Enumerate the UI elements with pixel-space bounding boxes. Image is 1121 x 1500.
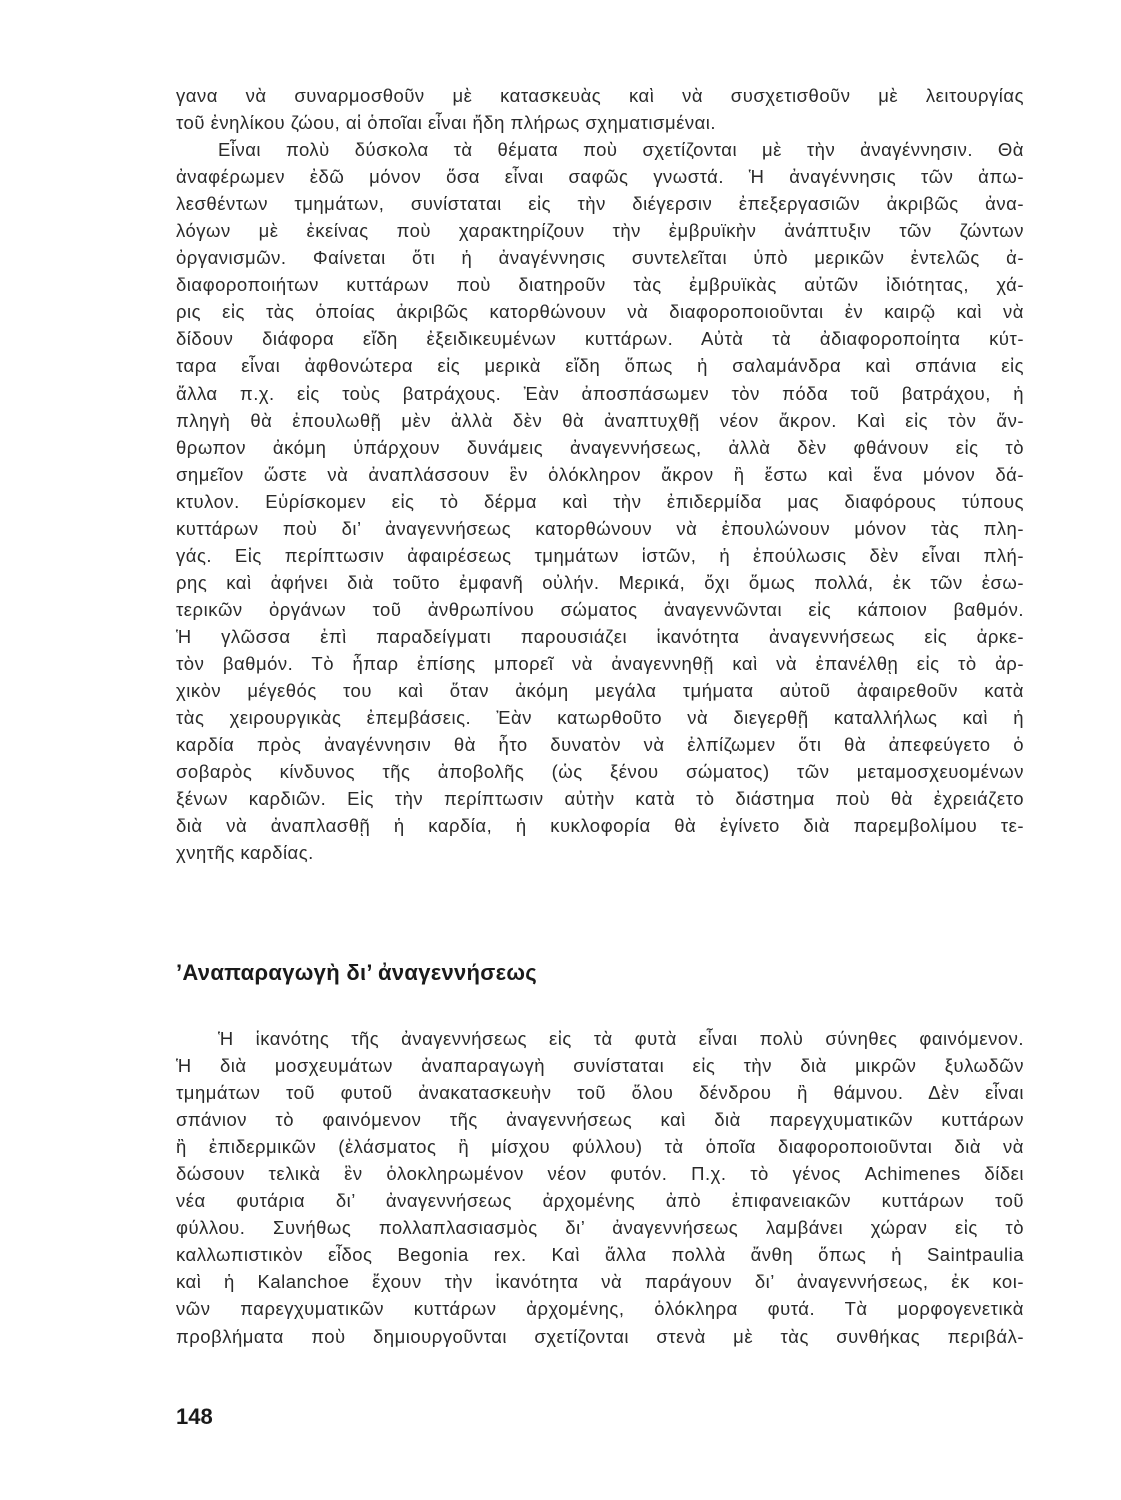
text-line: τοῦ ἐνηλίκου ζώου, αἱ ὁποῖαι εἶναι ἤδη πλήρως σχηματισμέναι.: [176, 112, 717, 134]
text-line: λόγων μὲ ἐκείνας ποὺ χαρακτηρίζουν τὴν ἐμβρυϊκὴν ἀνάπτυξιν τῶν ζώντων: [176, 220, 1024, 242]
text-line: καὶ ἡ Kalanchoe ἔχουν τὴν ἱκανότητα νὰ παράγουν δι’ ἀναγεννήσεως, ἐκ κοι-: [176, 1271, 1024, 1293]
text-line: Ἡ διὰ μοσχευμάτων ἀναπαραγωγὴ συνίσταται εἰς τὴν διὰ μικρῶν ξυλωδῶν: [176, 1055, 1024, 1077]
text-line: θρωπον ἀκόμη ὑπάρχουν δυνάμεις ἀναγεννήσεως, ἀλλὰ δὲν φθάνουν εἰς τὸ: [176, 436, 1024, 458]
text-line: προβλήματα ποὺ δημιουργοῦνται σχετίζονται στενὰ μὲ τὰς συνθήκας περιβάλ-: [176, 1325, 1024, 1347]
text-line: νέα φυτάρια δι’ ἀναγεννήσεως ἀρχομένης ἀπὸ ἐπιφανειακῶν κυττάρων τοῦ: [176, 1190, 1024, 1212]
text-line: κτυλον. Εὑρίσκομεν εἰς τὸ δέρμα καὶ τὴν ἐπιδερμίδα μας διαφόρους τύπους: [176, 490, 1024, 512]
text-line: χνητῆς καρδίας.: [176, 842, 314, 864]
text-line: καρδία πρὸς ἀναγέννησιν θὰ ἦτο δυνατὸν νὰ ἐλπίζωμεν ὅτι θὰ ἀπεφεύγετο ὁ: [176, 734, 1024, 756]
text-line: δίδουν διάφορα εἴδη ἐξειδικευμένων κυττάρων. Αὐτὰ τὰ ἀδιαφοροποίητα κύτ-: [176, 328, 1024, 350]
page-number: 148: [176, 1404, 213, 1429]
body-text-bottom: [176, 1025, 1024, 1350]
text-line: σπάνιον τὸ φαινόμενον τῆς ἀναγεννήσεως καὶ διὰ παρεγχυματικῶν κυττάρων: [176, 1109, 1024, 1131]
text-line: Ἡ ἱκανότης τῆς ἀναγεννήσεως εἰς τὰ φυτὰ εἶναι πολὺ σύνηθες φαινόμενον.: [218, 1028, 1024, 1049]
text-line: γανα νὰ συναρμοσθοῦν μὲ κατασκευὰς καὶ νὰ συσχετισθοῦν μὲ λειτουργίας: [176, 85, 1024, 106]
text-line: τὸν βαθμόν. Τὸ ἧπαρ ἐπίσης μπορεῖ νὰ ἀναγεννηθῇ καὶ νὰ ἐπανέλθῃ εἰς τὸ ἀρ-: [176, 652, 1024, 674]
text-line: νῶν παρεγχυματικῶν κυττάρων ἀρχομένης, ὁλόκληρα φυτά. Τὰ μορφογενετικὰ: [176, 1298, 1024, 1320]
text-line: ρης καὶ ἀφήνει διὰ τοῦτο ἐμφανῆ οὐλήν. Μερικά, ὄχι ὅμως πολλά, ἐκ τῶν ἐσω-: [176, 571, 1024, 593]
text-line: Ἡ γλῶσσα ἐπὶ παραδείγματι παρουσιάζει ἱκανότητα ἀναγεννήσεως εἰς ἀρκε-: [176, 625, 1024, 647]
text-line: χικὸν μέγεθός του καὶ ὅταν ἀκόμη μεγάλα τμήματα αὐτοῦ ἀφαιρεθοῦν κατὰ: [176, 680, 1024, 702]
text-line: γάς. Εἰς περίπτωσιν ἀφαιρέσεως τμημάτων ἱστῶν, ἡ ἐπούλωσις δὲν εἶναι πλή-: [176, 544, 1024, 566]
text-line: τὰς χειρουργικὰς ἐπεμβάσεις. Ἐὰν κατωρθοῦτο νὰ διεγερθῇ καταλλήλως καὶ ἡ: [176, 707, 1024, 729]
text-line: ξένων καρδιῶν. Εἰς τὴν περίπτωσιν αὐτὴν κατὰ τὸ διάστημα ποὺ θὰ ἐχρειάζετο: [176, 788, 1024, 810]
text-line: πληγὴ θὰ ἐπουλωθῇ μὲν ἀλλὰ δὲν θὰ ἀναπτυχθῇ νέον ἄκρον. Καὶ εἰς τὸν ἄν-: [176, 409, 1024, 431]
text-line: διαφοροποιήτων κυττάρων ποὺ διατηροῦν τὰς ἐμβρυϊκὰς αὐτῶν ἰδιότητας, χά-: [176, 274, 1024, 296]
text-line: τερικῶν ὀργάνων τοῦ ἀνθρωπίνου σώματος ἀναγεννῶνται εἰς κάποιον βαθμόν.: [176, 598, 1024, 620]
text-line: φύλλου. Συνήθως πολλαπλασιασμὸς δι’ ἀναγεννήσεως λαμβάνει χώραν εἰς τὸ: [176, 1217, 1024, 1239]
text-line: ἀναφέρωμεν ἐδῶ μόνον ὅσα εἶναι σαφῶς γνωστά. Ἡ ἀναγέννησις τῶν ἀπω-: [176, 166, 1024, 188]
text-line: ρις εἰς τὰς ὁποίας ἀκριβῶς κατορθώνουν νὰ διαφοροποιοῦνται ἐν καιρῷ καὶ νὰ: [176, 301, 1024, 323]
text-line: σημεῖον ὥστε νὰ ἀναπλάσσουν ἓν ὁλόκληρον ἄκρον ἢ ἔστω καὶ ἕνα μόνον δά-: [176, 463, 1024, 485]
text-line: τμημάτων τοῦ φυτοῦ ἀνακατασκευὴν τοῦ ὅλου δένδρου ἢ θάμνου. Δὲν εἶναι: [176, 1082, 1024, 1104]
text-line: Εἶναι πολὺ δύσκολα τὰ θέματα ποὺ σχετίζονται μὲ τὴν ἀναγέννησιν. Θὰ: [218, 139, 1024, 161]
section-heading: ’Αναπαραγωγὴ δι’ ἀναγεννήσεως: [176, 960, 537, 985]
text-line: δώσουν τελικὰ ἓν ὁλοκληρωμένον νέον φυτόν. Π.χ. τὸ γένος Achimenes δίδει: [176, 1163, 1024, 1185]
text-line: διὰ νὰ ἀναπλασθῇ ἡ καρδία, ἡ κυκλοφορία θὰ ἐγίνετο διὰ παρεμβολίμου τε-: [176, 815, 1024, 837]
text-line: σοβαρὸς κίνδυνος τῆς ἀποβολῆς (ὡς ξένου σώματος) τῶν μεταμοσχευομένων: [176, 761, 1024, 783]
body-text-top: [176, 82, 1024, 866]
text-line: ὀργανισμῶν. Φαίνεται ὅτι ἡ ἀναγέννησις συντελεῖται ὑπὸ μερικῶν ἐντελῶς ἀ-: [176, 247, 1024, 269]
text-line: ταρα εἶναι ἀφθονώτερα εἰς μερικὰ εἴδη ὅπως ἡ σαλαμάνδρα καὶ σπάνια εἰς: [176, 355, 1024, 377]
text-line: λεσθέντων τμημάτων, συνίσταται εἰς τὴν διέγερσιν ἐπεξεργασιῶν ἀκριβῶς ἀνα-: [176, 193, 1024, 215]
text-line: ἄλλα π.χ. εἰς τοὺς βατράχους. Ἐὰν ἀποσπάσωμεν τὸν πόδα τοῦ βατράχου, ἡ: [176, 382, 1024, 404]
text-line: ἢ ἐπιδερμικῶν (ἐλάσματος ἢ μίσχου φύλλου) τὰ ὁποῖα διαφοροποιοῦνται διὰ νὰ: [176, 1136, 1024, 1158]
text-line: κυττάρων ποὺ δι’ ἀναγεννήσεως κατορθώνουν νὰ ἐπουλώνουν μόνον τὰς πλη-: [176, 517, 1024, 539]
text-line: καλλωπιστικὸν εἶδος Begonia rex. Καὶ ἄλλα πολλὰ ἄνθη ὅπως ἡ Saintpaulia: [176, 1244, 1024, 1266]
